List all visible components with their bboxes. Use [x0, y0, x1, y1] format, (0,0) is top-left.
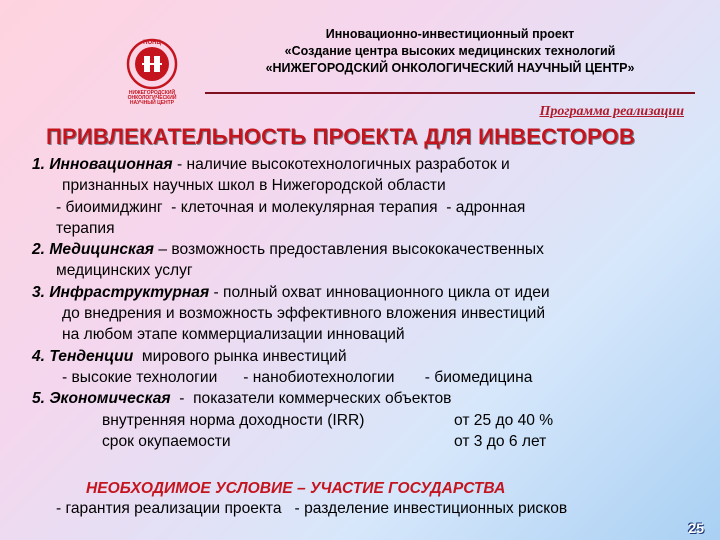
item-heading: 4. Тенденции — [32, 347, 134, 365]
logo-top-text: НОНЦ — [143, 40, 161, 46]
irr-label: внутренняя норма доходности (IRR) — [102, 411, 365, 429]
header-line1: Инновационно-инвестиционный проект — [325, 27, 575, 41]
slide-title: ПРИВЛЕКАТЕЛЬНОСТЬ ПРОЕКТА ДЛЯ ИНВЕСТОРОВ — [46, 124, 636, 149]
list-item — [32, 346, 712, 367]
list-item — [32, 388, 712, 409]
header-line3: «НИЖЕГОРОДСКИЙ ОНКОЛОГИЧЕСКИЙ НАУЧНЫЙ ЦЕНТР» — [265, 61, 635, 75]
logo-bottom-line3: НАУЧНЫЙ ЦЕНТР — [129, 100, 175, 106]
irr-row — [32, 410, 712, 431]
list-item — [32, 154, 712, 175]
item-text: терапия — [56, 219, 115, 237]
item-heading: 3. Инфраструктурная — [32, 283, 210, 301]
irr-value: от 25 до 40 % — [454, 411, 554, 429]
page-number: 25 — [688, 520, 704, 536]
item-text: - полный охват инновационного цикла от идеи — [209, 283, 550, 301]
item-text: - высокие технологии - нанобиотехнологии - биомедицина — [62, 368, 533, 386]
list-item — [32, 239, 712, 260]
logo-bottom-line1: НИЖЕГОРОДСКИЙ — [128, 90, 176, 96]
item-heading: 5. Экономическая — [32, 390, 171, 408]
project-header — [200, 26, 700, 77]
logo-bottom-line2: ОНКОЛОГИЧЕСКИЙ — [127, 95, 177, 101]
attractiveness-list — [32, 154, 712, 452]
item-heading: 1. Инновационная — [32, 156, 173, 173]
payback-row — [32, 431, 712, 452]
item-text: на любом этапе коммерциализации инноваций — [62, 326, 405, 344]
center-logo — [118, 36, 186, 106]
state-guarantees: - гарантия реализации проекта - разделение инвестиционных рисков — [56, 500, 568, 517]
item-text: - наличие высокотехнологичных разработок и — [172, 156, 510, 173]
payback-label: срок окупаемости — [102, 432, 231, 450]
item-text: - биоимиджинг - клеточная и молекулярная терапия - адронная — [56, 198, 526, 216]
item-text: до внедрения и возможность эффективного вложения инвестиций — [62, 305, 546, 323]
list-item — [32, 282, 712, 303]
item-text: – возможность предоставления высококачественных — [154, 241, 544, 259]
item-text: медицинских услуг — [56, 262, 193, 280]
header-line2: «Создание центра высоких медицинских технологий — [284, 44, 616, 58]
payback-value: от 3 до 6 лет — [454, 432, 547, 450]
program-label: Программа реализации — [539, 104, 684, 119]
item-heading: 2. Медицинская — [32, 241, 154, 259]
header-divider — [205, 92, 695, 94]
item-text: признанных научных школ в Нижегородской области — [62, 177, 446, 195]
item-text: - показатели коммерческих объектов — [170, 390, 452, 408]
item-text: мирового рынка инвестиций — [133, 347, 347, 365]
necessary-condition: НЕОБХОДИМОЕ УСЛОВИЕ – УЧАСТИЕ ГОСУДАРСТВА — [86, 480, 506, 497]
